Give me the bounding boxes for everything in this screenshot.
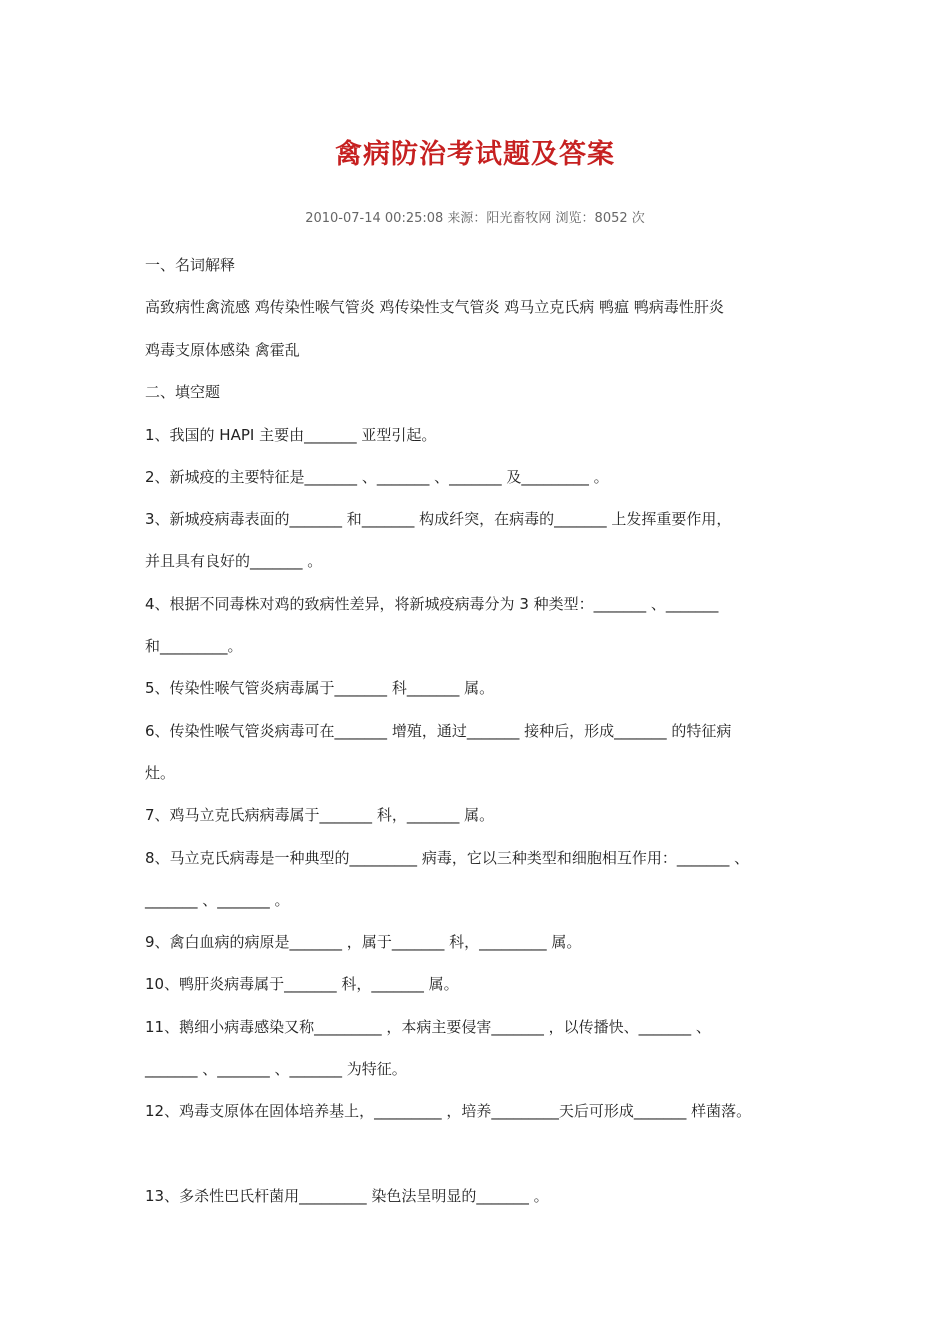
question-line: 12、鸡毒支原体在固体培养基上，_________ ，培养_________天后可形成_______ 样菌落。: [145, 1102, 752, 1120]
section-heading: 二、填空题: [145, 383, 221, 401]
question-line: _______ 、_______ 。: [145, 891, 290, 909]
question-line: 6、传染性喉气管炎病毒可在_______ 增殖，通过_______ 接种后，形成_______ 的特征病: [145, 722, 732, 740]
question-line: _______ 、_______ 、_______ 为特征。: [145, 1060, 407, 1078]
question-line: 4、根据不同毒株对鸡的致病性差异，将新城疫病毒分为 3 种类型：_______ 、_______: [145, 595, 719, 613]
question-line: 1、我国的 HAPI 主要由_______ 亚型引起。: [145, 426, 437, 444]
question-line: 11、鹅细小病毒感染又称_________ ，本病主要侵害_______ ，以传播快、_______ 、: [145, 1018, 711, 1036]
article-meta: 2010-07-14 00:25:08 来源：阳光畜牧网 浏览：8052 次: [305, 211, 645, 226]
text-line: 鸡毒支原体感染 禽霍乱: [145, 341, 300, 359]
page-title: 禽病防治考试题及答案: [335, 139, 615, 170]
question-line: 10、鸭肝炎病毒属于_______ 科，_______ 属。: [145, 975, 459, 993]
question-line: 和_________。: [145, 637, 243, 655]
question-line: 并且具有良好的_______ 。: [145, 552, 323, 570]
question-line: 13、多杀性巴氏杆菌用_________ 染色法呈明显的_______ 。: [145, 1187, 549, 1205]
question-line: 9、禽白血病的病原是_______ ，属于_______ 科，_________ 属。: [145, 933, 582, 951]
question-line: 5、传染性喉气管炎病毒属于_______ 科_______ 属。: [145, 679, 495, 697]
question-line: 7、鸡马立克氏病病毒属于_______ 科，_______ 属。: [145, 806, 495, 824]
text-line: 高致病性禽流感 鸡传染性喉气管炎 鸡传染性支气管炎 鸡马立克氏病 鸭瘟 鸭病毒性肝炎: [145, 298, 724, 316]
question-line: 2、新城疫的主要特征是_______ 、_______ 、_______ 及_________ 。: [145, 468, 609, 486]
question-line: 灶。: [145, 764, 176, 782]
question-line: 8、马立克氏病毒是一种典型的_________ 病毒，它以三种类型和细胞相互作用：_______ 、: [145, 849, 750, 867]
question-line: 3、新城疫病毒表面的_______ 和_______ 构成纤突，在病毒的_______ 上发挥重要作用，: [145, 510, 732, 528]
section-heading: 一、名词解释: [145, 256, 236, 274]
